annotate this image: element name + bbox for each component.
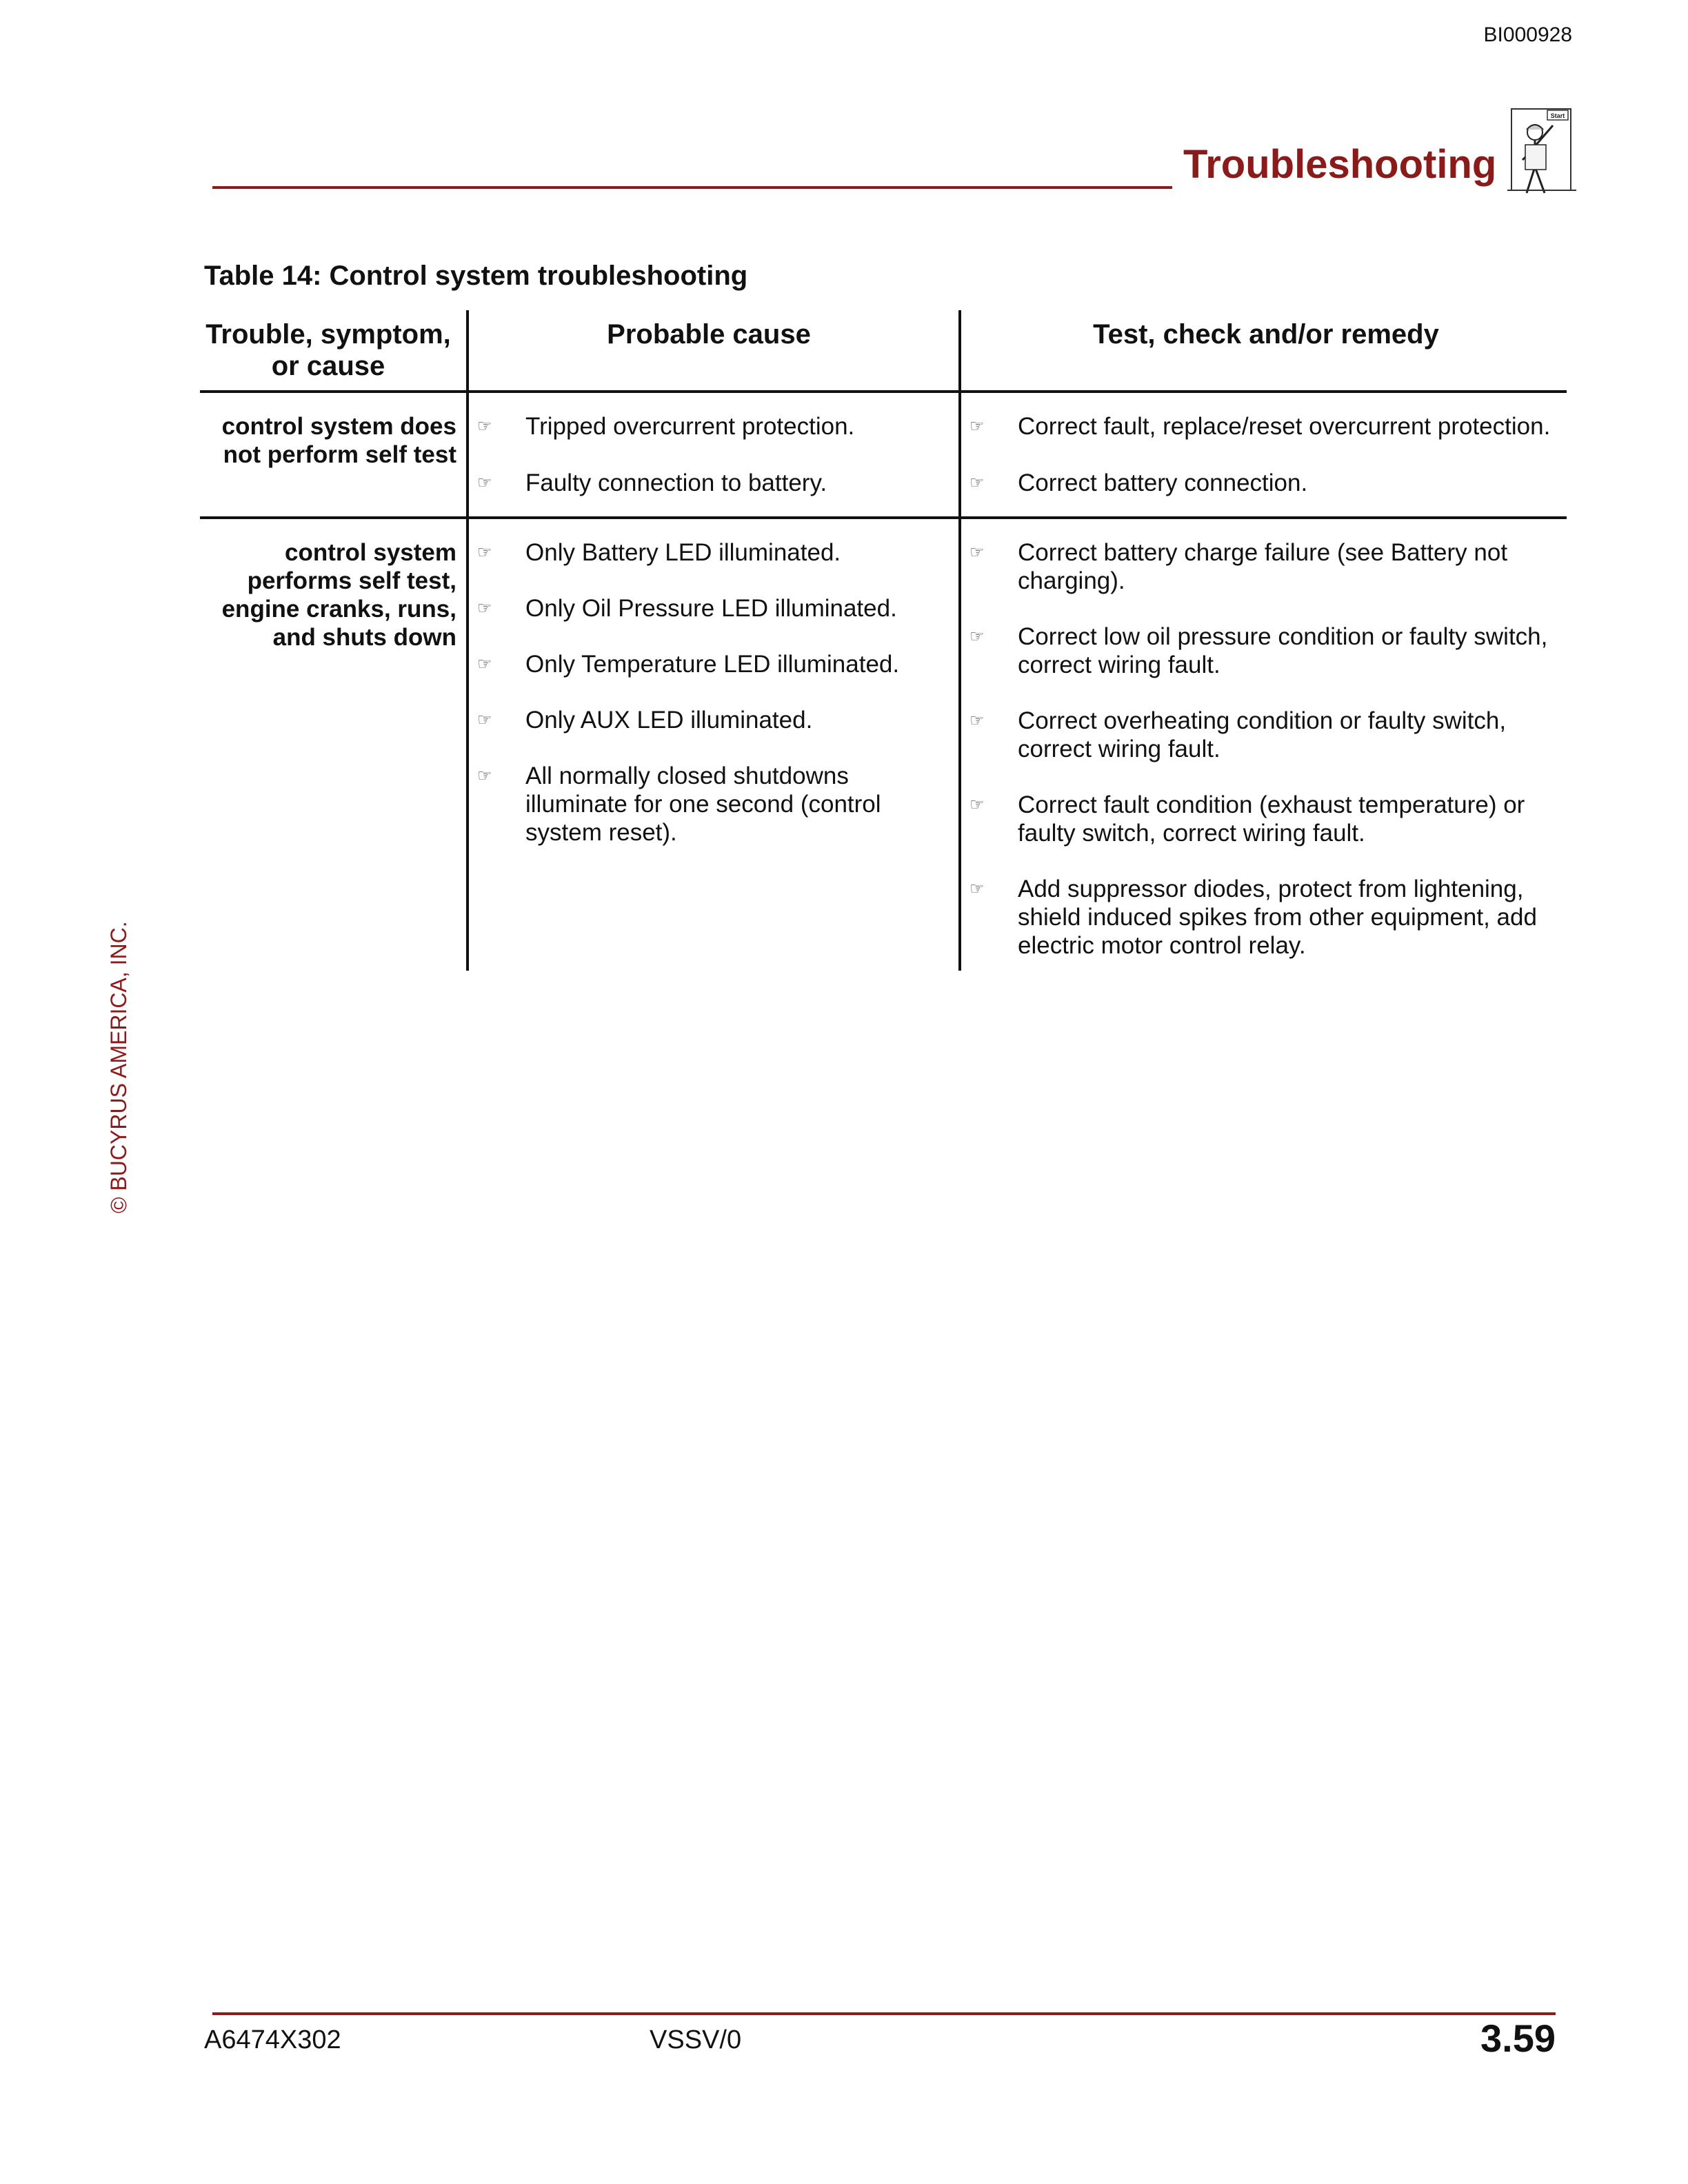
list-item: ☞ Only AUX LED illuminated. — [477, 707, 813, 734]
pointing-hand-icon: ☞ — [969, 417, 985, 436]
pointing-hand-icon: ☞ — [477, 767, 492, 785]
list-item: ☞ Only Battery LED illuminated. — [477, 539, 841, 566]
list-item: ☞ Correct battery charge failure (see Battery not charging). — [969, 539, 1508, 594]
symptom-cell: control system does not perform self test — [221, 413, 456, 468]
table-row — [200, 519, 1567, 971]
pointing-hand-icon: ☞ — [969, 627, 985, 646]
pointing-hand-icon: ☞ — [477, 474, 492, 492]
remedy-cell: ☞ Correct battery connection. — [958, 469, 1567, 516]
table-header-row — [200, 310, 1567, 393]
troubleshooting-table — [200, 310, 1567, 971]
header-probable-cause: Probable cause — [466, 310, 958, 390]
remedy-column-group-2 — [958, 519, 1567, 971]
footer-model: VSSV/0 — [650, 2025, 742, 2054]
table-group-2 — [200, 519, 1567, 971]
page-number: 3.59 — [1480, 2016, 1556, 2060]
list-item: ☞ Correct low oil pressure condition or faulty switch, correct wiring fault. — [969, 623, 1548, 678]
table-group-1 — [200, 393, 1567, 519]
symptom-cell-empty — [200, 469, 466, 516]
pointing-hand-icon: ☞ — [969, 880, 985, 898]
header-remedy: Test, check and/or remedy — [958, 310, 1567, 390]
pointing-hand-icon: ☞ — [477, 543, 492, 562]
symptom-cell: control system performs self test, engine cranks, runs, and shuts down — [221, 539, 456, 651]
list-item: ☞ Correct fault condition (exhaust temperature) or faulty switch, correct wiring fault. — [969, 791, 1525, 847]
cause-cell: ☞ Tripped overcurrent protection. — [466, 393, 958, 469]
list-item: ☞ Correct overheating condition or faulty switch, correct wiring fault. — [969, 707, 1507, 762]
pointing-hand-icon: ☞ — [477, 655, 492, 674]
table-row — [200, 469, 1567, 516]
cause-cell: ☞ Faulty connection to battery. — [466, 469, 958, 516]
pointing-hand-icon: ☞ — [969, 474, 985, 492]
list-item: ☞ Only Temperature LED illuminated. — [477, 651, 900, 678]
table-title: Table 14: Control system troubleshooting — [204, 261, 748, 291]
footer-rule — [212, 2012, 1556, 2015]
pointing-hand-icon: ☞ — [477, 711, 492, 729]
copyright-notice: © BUCYRUS AMERICA, INC. — [106, 921, 131, 1213]
list-item: ☞ Only Oil Pressure LED illuminated. — [477, 595, 897, 622]
header-trouble: Trouble, symptom, or cause — [205, 319, 451, 381]
title-rule — [212, 186, 1172, 189]
pointing-hand-icon: ☞ — [969, 796, 985, 814]
pointing-hand-icon: ☞ — [969, 543, 985, 562]
footer-doc-number: A6474X302 — [204, 2025, 341, 2054]
list-item: ☞ Add suppressor diodes, protect from lightening, shield induced spikes from other equipment, add electric motor control relay. — [969, 876, 1537, 959]
pointing-hand-icon: ☞ — [477, 599, 492, 618]
pointing-hand-icon: ☞ — [969, 711, 985, 730]
svg-text:Start: Start — [1550, 112, 1565, 119]
table-row — [200, 393, 1567, 469]
section-title: Troubleshooting — [1183, 142, 1497, 187]
remedy-cell: ☞ Correct fault, replace/reset overcurrent protection. — [958, 393, 1567, 469]
list-item: ☞ All normally closed shutdowns illuminate for one second (control system reset). — [477, 762, 881, 846]
cause-column-group-2 — [466, 519, 958, 971]
pointing-hand-icon: ☞ — [477, 417, 492, 436]
document-id: BI000928 — [1483, 23, 1572, 46]
mechanic-start-icon — [1507, 106, 1576, 199]
